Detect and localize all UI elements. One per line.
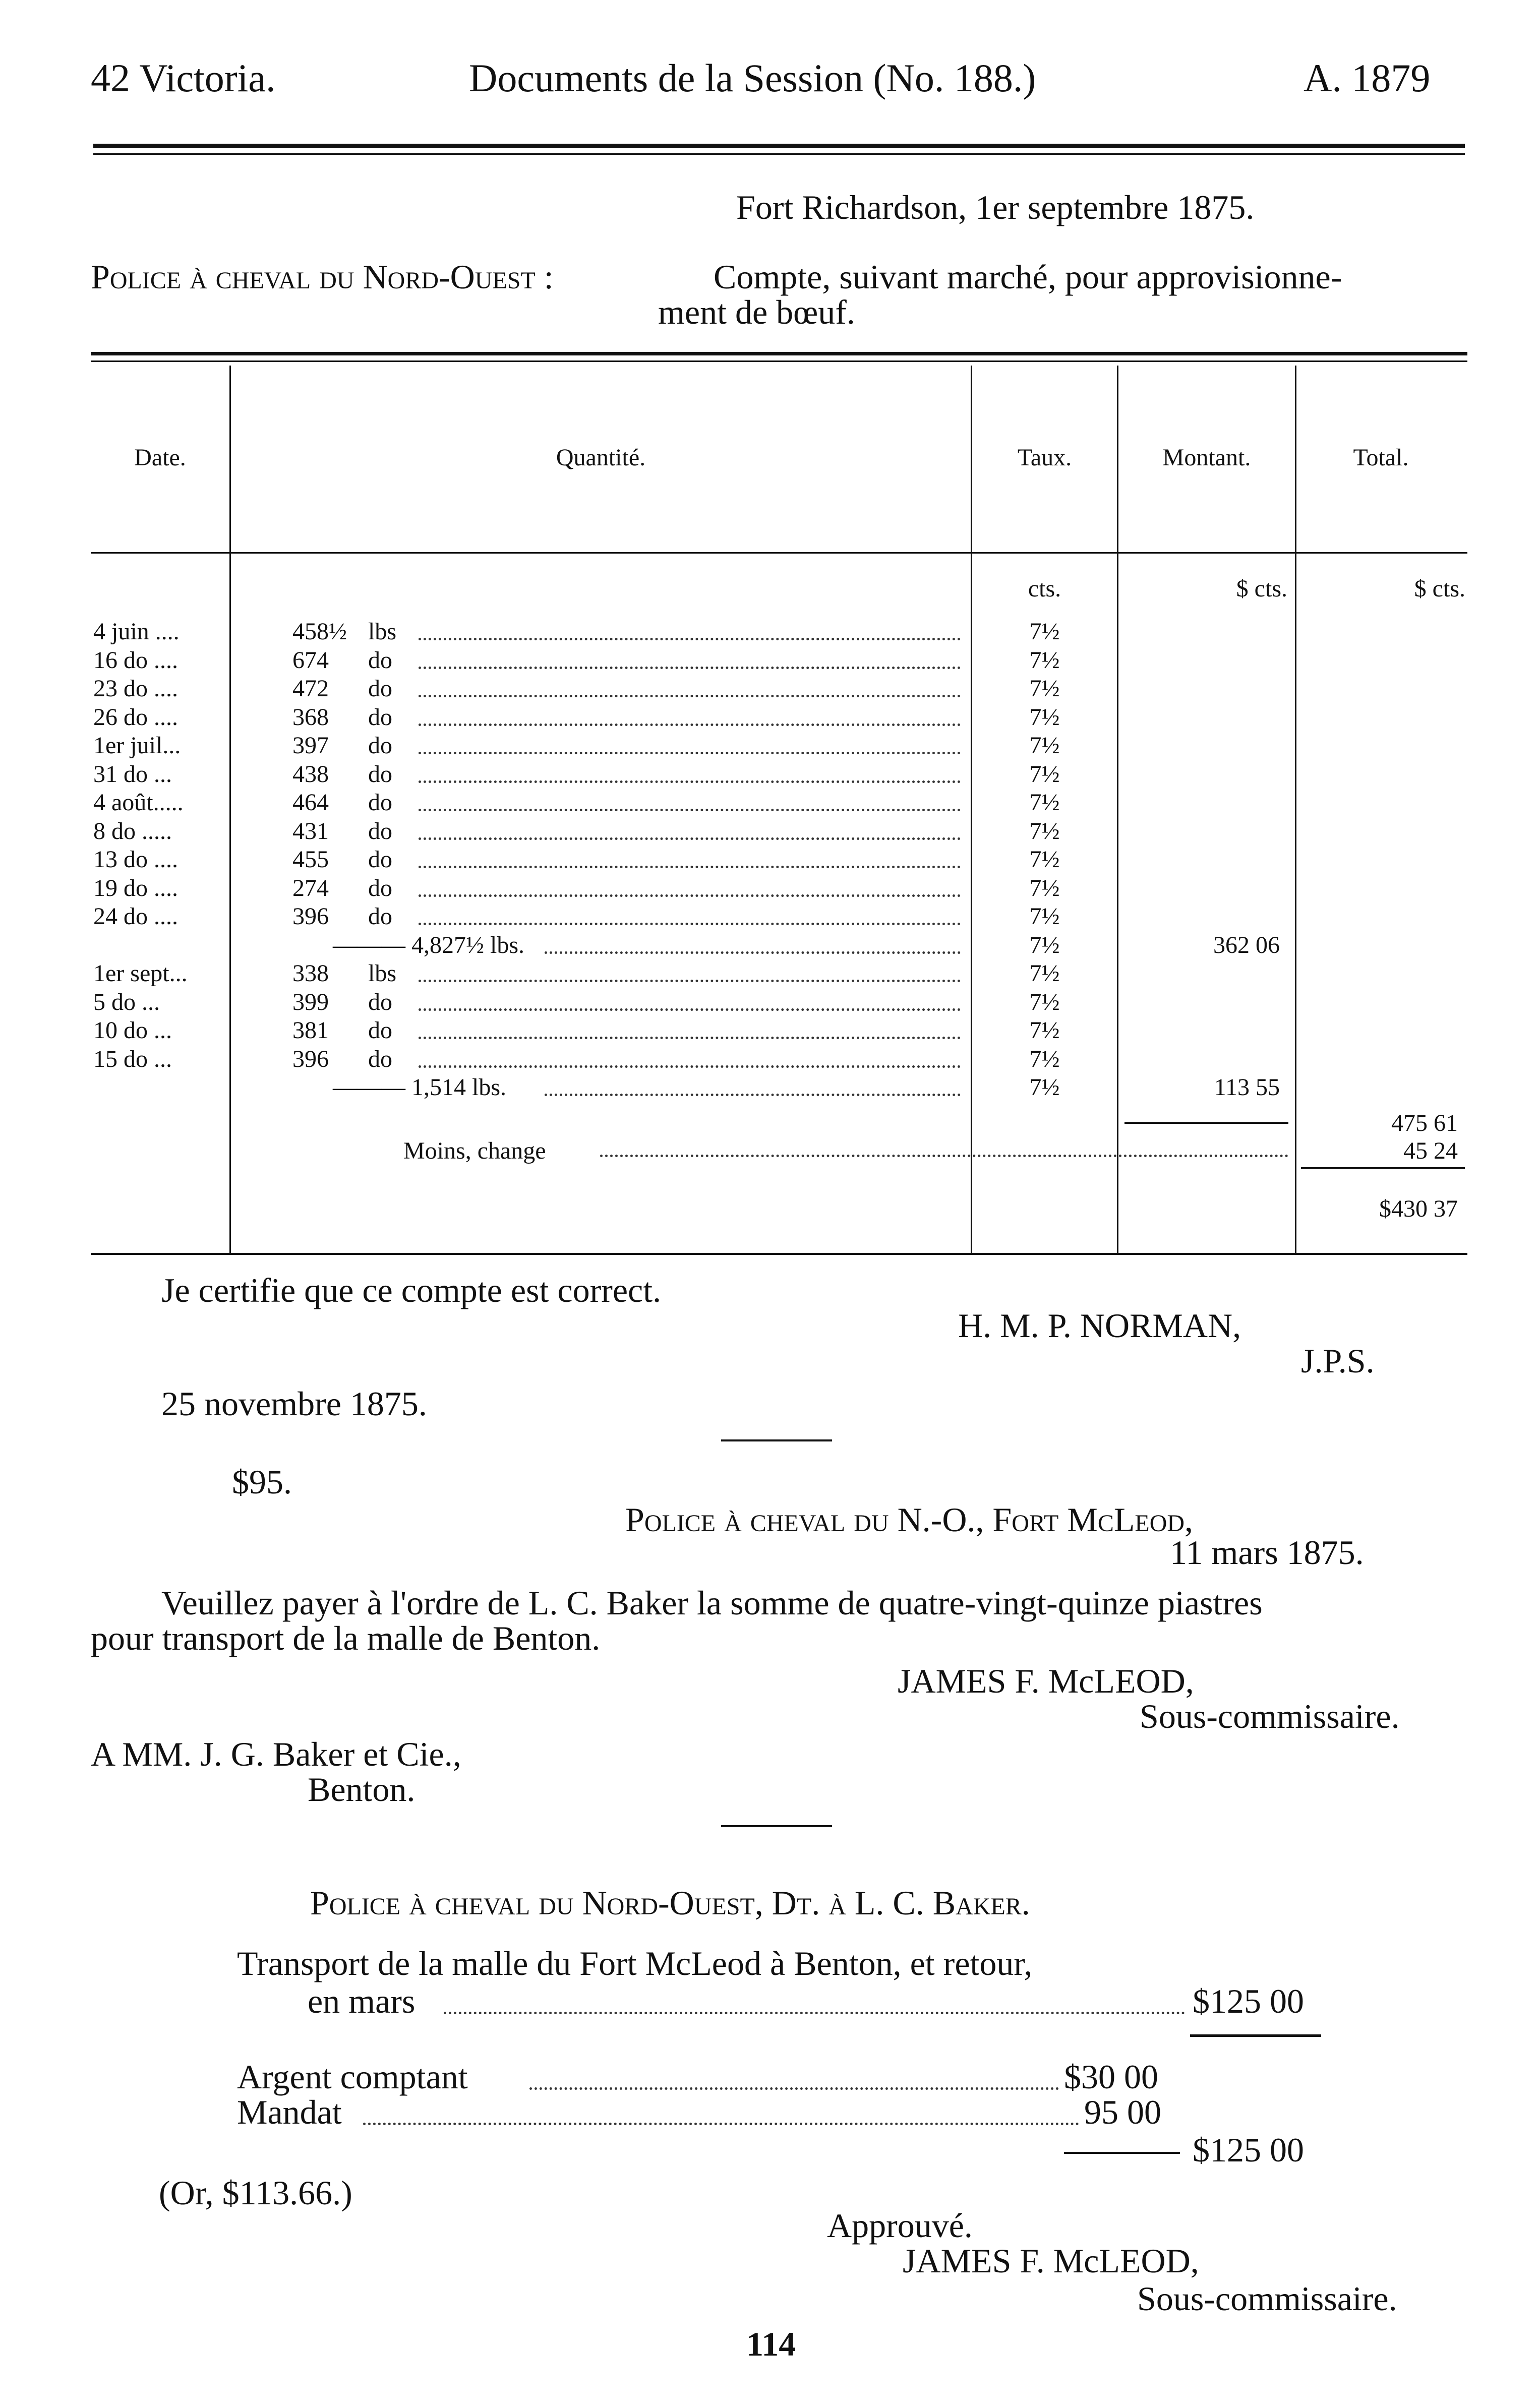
row-leader (419, 667, 961, 669)
order-signer-title: Sous-commissaire. (1140, 1697, 1400, 1735)
row-unit: do (368, 817, 392, 845)
row-amount: 362 06 (1213, 931, 1280, 958)
row-date: 1er juil... (93, 732, 181, 759)
order-amount: $95. (232, 1463, 292, 1501)
row-leader (419, 980, 961, 982)
invoice-dash (1064, 2152, 1180, 2154)
invoice-total: $125 00 (1193, 2131, 1304, 2169)
order-line-1: Veuillez payer à l'ordre de L. C. Baker la somme de quatre-vingt-quinze piastres (161, 1584, 1263, 1622)
header-sep-rule (91, 552, 1467, 554)
row-date: 1er sept... (93, 960, 188, 987)
less-leader (600, 1155, 1288, 1157)
order-addressee: A MM. J. G. Baker et Cie., (91, 1735, 461, 1773)
cash-label: Argent comptant (237, 2058, 468, 2096)
row-rate: 7½ (1029, 789, 1060, 816)
less-value: 45 24 (1403, 1137, 1458, 1164)
row-rate: 7½ (1029, 618, 1060, 645)
row-unit: do (368, 846, 392, 873)
unit-rate: cts. (1028, 575, 1061, 602)
row-rate: 7½ (1029, 732, 1060, 759)
statement-heading-cont: ment de bœuf. (658, 293, 855, 331)
certify-signer: H. M. P. NORMAN, (958, 1306, 1241, 1345)
mandat-leader (363, 2123, 1079, 2125)
col-divider-1 (229, 366, 231, 1253)
row-qty: 472 (292, 675, 329, 702)
mandat-label: Mandat (237, 2093, 342, 2131)
statement-heading-rest: Compte, suivant marché, pour approvisionne- (714, 258, 1342, 296)
row-unit: do (368, 675, 392, 702)
row-qty: 399 (292, 988, 329, 1015)
row-unit: do (368, 988, 392, 1015)
separator-2 (721, 1825, 832, 1827)
row-qty: 674 (292, 646, 329, 674)
row-rate: 7½ (1029, 1045, 1060, 1072)
invoice-leader-1 (444, 2012, 1185, 2014)
row-rate: 7½ (1029, 646, 1060, 674)
row-leader (419, 923, 961, 925)
cash-value: $30 00 (1064, 2058, 1158, 2096)
row-rate: 7½ (1029, 675, 1060, 702)
row-date: 31 do ... (93, 760, 172, 788)
row-date: 10 do ... (93, 1017, 172, 1044)
row-unit: lbs (368, 618, 397, 645)
row-qty: 431 (292, 817, 329, 845)
row-leader (419, 1065, 961, 1068)
row-unit: do (368, 789, 392, 816)
row-rate: 7½ (1029, 1074, 1060, 1101)
invoice-signer-title: Sous-commissaire. (1137, 2279, 1397, 2318)
order-signer: JAMES F. McLEOD, (898, 1662, 1194, 1700)
row-leader (419, 724, 961, 726)
col-header-quantity: Quantité. (556, 444, 646, 471)
col-header-total: Total. (1353, 444, 1409, 471)
invoice-heading: Police à cheval du Nord-Ouest, Dt. à L. C. Baker. (310, 1884, 1030, 1922)
row-rate: 7½ (1029, 988, 1060, 1015)
less-label: Moins, change (403, 1137, 546, 1164)
row-date: 15 do ... (93, 1045, 172, 1072)
row-unit: do (368, 703, 392, 731)
row-date: 4 juin .... (93, 618, 180, 645)
row-leader (419, 809, 961, 811)
header-left: 42 Victoria. (91, 56, 276, 100)
row-leader (419, 894, 961, 897)
row-unit: do (368, 1045, 392, 1072)
row-rate: 7½ (1029, 703, 1060, 731)
row-leader (419, 866, 961, 868)
row-rate: 7½ (1029, 931, 1060, 958)
row-date: 8 do ..... (93, 817, 172, 845)
separator-1 (721, 1439, 832, 1441)
grand-total: $430 37 (1379, 1195, 1458, 1222)
subtotal-rule (1124, 1122, 1288, 1124)
row-leader (419, 695, 961, 697)
row-leader (419, 1037, 961, 1039)
row-qty: 338 (292, 960, 329, 987)
row-rate: 7½ (1029, 846, 1060, 873)
invoice-line-1: Transport de la malle du Fort McLeod à Benton, et retour, (237, 1944, 1033, 1982)
invoice-signer: JAMES F. McLEOD, (903, 2242, 1199, 2280)
row-unit: do (368, 732, 392, 759)
certify-date: 25 novembre 1875. (161, 1384, 427, 1423)
row-unit: do (368, 1017, 392, 1044)
row-qty: 396 (292, 903, 329, 930)
row-leader (419, 638, 961, 640)
invoice-line-2-value: $125 00 (1193, 1982, 1304, 2020)
row-qty: 464 (292, 789, 329, 816)
statement-place-date: Fort Richardson, 1er septembre 1875. (736, 188, 1255, 226)
statement-heading-sc: Police à cheval du Nord-Ouest : (91, 258, 554, 296)
row-leader (419, 752, 961, 754)
invoice-rule-1 (1190, 2034, 1321, 2037)
table-top-rule (91, 352, 1467, 355)
row-qty: 396 (292, 1045, 329, 1072)
row-date: 16 do .... (93, 646, 178, 674)
order-line-2: pour transport de la malle de Benton. (91, 1619, 601, 1657)
col-header-rate: Taux. (1017, 444, 1072, 471)
row-qty: 438 (292, 760, 329, 788)
header-rule-thin (93, 153, 1465, 155)
row-qty: 368 (292, 703, 329, 731)
header-rule-thick (93, 144, 1465, 148)
total-rule (1301, 1167, 1465, 1169)
row-unit: lbs (368, 960, 397, 987)
row-subtotal-qty: ——— 4,827½ lbs. (333, 931, 525, 958)
invoice-line-2: en mars (308, 1982, 416, 2020)
header-center: Documents de la Session (No. 188.) (469, 56, 1036, 100)
row-unit: do (368, 646, 392, 674)
row-leader (545, 951, 961, 954)
row-unit: do (368, 760, 392, 788)
certify-text: Je certifie que ce compte est correct. (161, 1271, 662, 1309)
row-leader (419, 780, 961, 783)
mandat-value: 95 00 (1084, 2093, 1161, 2131)
unit-amount: $ cts. (1236, 575, 1287, 602)
order-addressee-city: Benton. (308, 1770, 416, 1809)
row-qty: 274 (292, 874, 329, 901)
row-qty: 458½ (292, 618, 347, 645)
row-date: 26 do .... (93, 703, 178, 731)
gold-note: (Or, $113.66.) (159, 2174, 352, 2212)
row-unit: do (368, 903, 392, 930)
row-rate: 7½ (1029, 903, 1060, 930)
row-qty: 381 (292, 1017, 329, 1044)
row-qty: 455 (292, 846, 329, 873)
cash-leader (529, 2087, 1059, 2090)
row-leader (419, 1008, 961, 1011)
table-top-rule-2 (91, 360, 1467, 362)
row-leader (545, 1094, 961, 1096)
header-right: A. 1879 (1304, 56, 1431, 100)
unit-total: $ cts. (1414, 575, 1465, 602)
certify-signer-title: J.P.S. (1301, 1342, 1375, 1380)
table-bottom-rule (91, 1253, 1467, 1255)
row-rate: 7½ (1029, 960, 1060, 987)
row-unit: do (368, 874, 392, 901)
order-from: Police à cheval du N.-O., Fort McLeod, (625, 1500, 1194, 1539)
row-rate: 7½ (1029, 874, 1060, 901)
col-divider-3 (1117, 366, 1118, 1253)
row-leader (419, 837, 961, 840)
row-rate: 7½ (1029, 817, 1060, 845)
row-date: 24 do .... (93, 903, 178, 930)
col-header-date: Date. (134, 444, 186, 471)
col-header-amount: Montant. (1162, 444, 1251, 471)
subtotal-value: 475 61 (1391, 1110, 1458, 1136)
row-date: 13 do .... (93, 846, 178, 873)
row-date: 23 do .... (93, 675, 178, 702)
order-date: 11 mars 1875. (1170, 1533, 1364, 1572)
row-date: 4 août..... (93, 789, 184, 816)
row-subtotal-qty: ——— 1,514 lbs. (333, 1074, 507, 1101)
approved: Approuvé. (827, 2206, 973, 2245)
row-qty: 397 (292, 732, 329, 759)
row-date: 19 do .... (93, 874, 178, 901)
row-rate: 7½ (1029, 1017, 1060, 1044)
row-rate: 7½ (1029, 760, 1060, 788)
row-date: 5 do ... (93, 988, 160, 1015)
row-amount: 113 55 (1214, 1074, 1280, 1101)
page-number: 114 (746, 2325, 796, 2363)
